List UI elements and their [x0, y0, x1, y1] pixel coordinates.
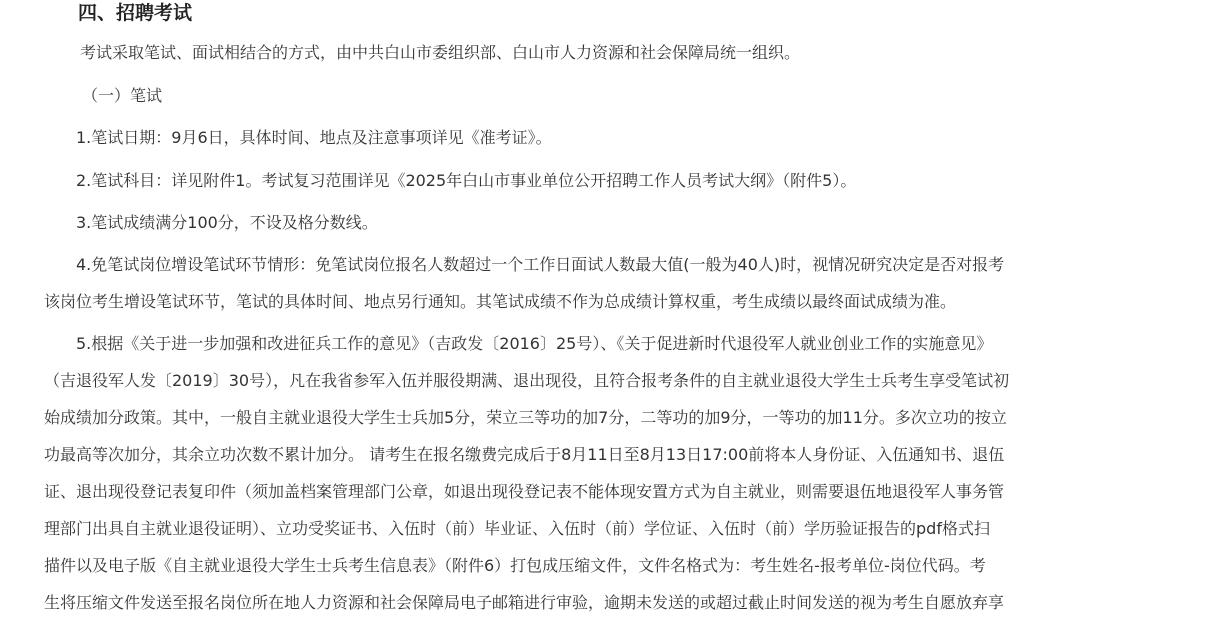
item-veteran-bonus-line-5: 证、退出现役登记表复印件（须加盖档案管理部门公章，如退出现役登记表不能体现安置方式为自主就业，则需要退伍地退役军人事务管	[44, 482, 1005, 501]
item-additional-exam-line-1: 4.免笔试岗位增设笔试环节情形：免笔试岗位报名人数超过一个工作日面试人数最大值(一般为40人)时，视情况研究决定是否对报考	[76, 255, 1005, 274]
section-heading: 四、招聘考试	[78, 2, 193, 24]
item-additional-exam	[0, 246, 1216, 320]
item-veteran-bonus-line-2: （吉退役军人发〔2019〕30号），凡在我省参军入伍并服役期满、退出现役，且符合报考条件的自主就业退役大学生士兵考生享受笔试初	[44, 371, 1010, 390]
item-additional-exam-line-2: 该岗位考生增设笔试环节，笔试的具体时间、地点另行通知。其笔试成绩不作为总成绩计算权重，考生成绩以最终面试成绩为准。	[44, 292, 957, 311]
item-veteran-bonus-line-3: 始成绩加分政策。其中，一般自主就业退役大学生士兵加5分，荣立三等功的加7分，二等功的加9分，一等功的加11分。多次立功的按立	[44, 408, 1007, 427]
item-veteran-bonus-line-1: 5.根据《关于进一步加强和改进征兵工作的意见》（吉政发〔2016〕25号）、《关于促进新时代退役军人就业创业工作的实施意见》	[76, 334, 993, 353]
item-veteran-bonus-line-4: 功最高等次加分，其余立功次数不累计加分。 请考生在报名缴费完成后于8月11日至8月13日17:00前将本人身份证、入伍通知书、退伍	[44, 445, 1005, 464]
item-exam-subject: 2.笔试科目：详见附件1。考试复习范围详见《2025年白山市事业单位公开招聘工作人员考试大纲》（附件5）。	[76, 171, 857, 190]
item-exam-score: 3.笔试成绩满分100分，不设及格分数线。	[76, 213, 378, 232]
intro-paragraph: 考试采取笔试、面试相结合的方式，由中共白山市委组织部、白山市人力资源和社会保障局统一组织。	[80, 43, 801, 62]
item-veteran-bonus-line-6: 理部门出具自主就业退役证明）、立功受奖证书、入伍时（前）毕业证、入伍时（前）学位证、入伍时（前）学历验证报告的pdf格式扫	[44, 519, 990, 538]
sub-heading-written-exam: （一）笔试	[82, 86, 163, 105]
item-veteran-bonus-line-8: 生将压缩文件发送至报名岗位所在地人力资源和社会保障局电子邮箱进行审验，逾期未发送的或超过截止时间发送的视为考生自愿放弃享	[44, 593, 1005, 612]
item-veteran-bonus-line-7: 描件以及电子版《自主就业退役大学生士兵考生信息表》（附件6）打包成压缩文件，文件名格式为：考生姓名-报考单位-岗位代码。考	[44, 556, 986, 575]
item-veteran-bonus	[0, 325, 1216, 621]
item-exam-date: 1.笔试日期：9月6日，具体时间、地点及注意事项详见《准考证》。	[76, 128, 552, 147]
